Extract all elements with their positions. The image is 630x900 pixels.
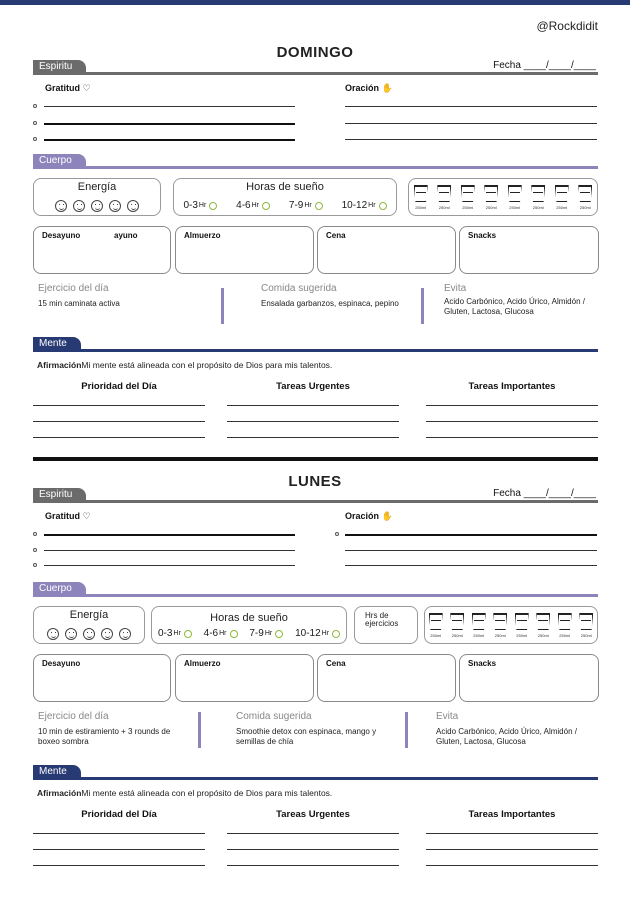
task-line[interactable] xyxy=(33,833,205,834)
task-line[interactable] xyxy=(33,421,205,422)
task-line[interactable] xyxy=(227,421,399,422)
energia-box xyxy=(33,606,145,644)
sleep-option[interactable]: 7-9 Hr xyxy=(289,200,323,211)
face-very-happy-icon[interactable] xyxy=(55,200,67,212)
ejercicio-heading: Ejercicio del día xyxy=(38,283,109,294)
water-glass-icon[interactable]: 250ml xyxy=(577,185,593,210)
gratitud-line-3[interactable] xyxy=(44,565,295,566)
energy-faces xyxy=(34,627,144,645)
sueno-box xyxy=(173,178,397,216)
face-sad-icon[interactable] xyxy=(109,200,121,212)
oracion-line-3[interactable] xyxy=(345,139,597,140)
ejercicio-text: 10 min de estiramiento + 3 rounds de boxeo sombra xyxy=(38,727,171,746)
oracion-line-3[interactable] xyxy=(345,565,597,566)
meal-box-snacks[interactable]: Snacks xyxy=(459,654,599,702)
column-divider xyxy=(198,712,201,748)
section-line-mente xyxy=(33,349,598,352)
radio-icon xyxy=(184,630,192,638)
section-tab-espiritu: Espiritu xyxy=(33,60,86,74)
water-glass-icon[interactable]: 250ml xyxy=(413,185,429,210)
section-tab-cuerpo: Cuerpo xyxy=(33,154,86,168)
fecha-field[interactable]: Fecha ____/____/____ xyxy=(493,488,596,499)
energy-faces xyxy=(34,199,160,217)
water-box xyxy=(424,606,598,644)
urgentes-heading: Tareas Urgentes xyxy=(276,809,350,820)
sleep-option[interactable]: 4-6 Hr xyxy=(204,628,238,639)
sleep-options xyxy=(152,628,346,639)
oracion-label: Oración ✋ xyxy=(345,511,393,521)
meal-box-cena[interactable]: Cena xyxy=(317,226,456,274)
sueno-label: Horas de sueño xyxy=(246,181,324,193)
task-line[interactable] xyxy=(227,833,399,834)
radio-icon xyxy=(275,630,283,638)
day-section-domingo xyxy=(0,0,630,430)
ejercicio-heading: Ejercicio del día xyxy=(38,711,109,722)
afirmacion: AfirmaciónMi mente está alineada con el propósito de Dios para mis talentos. xyxy=(37,360,333,370)
meal-box-almuerzo[interactable]: Almuerzo xyxy=(175,226,314,274)
comida-heading: Comida sugerida xyxy=(236,711,312,722)
gratitud-line-3[interactable] xyxy=(44,139,295,141)
evita-heading: Evita xyxy=(444,283,467,294)
sleep-option[interactable]: 10-12 Hr xyxy=(295,628,340,639)
importantes-heading: Tareas Importantes xyxy=(468,381,556,392)
sleep-option[interactable]: 7-9 Hr xyxy=(249,628,283,639)
fecha-field[interactable]: Fecha ____/____/____ xyxy=(493,60,596,71)
comida-text: Smoothie detox con espinaca, mango y semillas de chía xyxy=(236,727,377,746)
task-line[interactable] xyxy=(426,833,598,834)
water-glass-icon[interactable]: 250ml xyxy=(436,185,452,210)
oracion-line-1[interactable] xyxy=(345,534,597,536)
face-happy-icon[interactable] xyxy=(73,200,85,212)
radio-icon xyxy=(209,202,217,210)
gratitud-line-1[interactable] xyxy=(44,534,295,536)
water-glass-icon[interactable]: 250ml xyxy=(428,613,444,638)
sleep-option[interactable]: 10-12 Hr xyxy=(342,200,387,211)
water-glass-icon[interactable]: 250ml xyxy=(483,185,499,210)
gratitud-label: Gratitud ♡ xyxy=(45,83,91,93)
section-tab-cuerpo: Cuerpo xyxy=(33,582,86,596)
water-glass-icon[interactable]: 250ml xyxy=(507,185,523,210)
day-title: DOMINGO xyxy=(276,44,354,61)
task-line[interactable] xyxy=(426,865,598,866)
face-very-sad-icon[interactable] xyxy=(127,200,139,212)
task-line[interactable] xyxy=(33,865,205,866)
evita-heading: Evita xyxy=(436,711,459,722)
water-glass-icon[interactable]: 250ml xyxy=(557,613,573,638)
day-section-lunes xyxy=(0,428,630,858)
oracion-line-2[interactable] xyxy=(345,123,597,124)
evita-text: Acido Carbónico, Acido Úrico, Almidón / Gluten, Lactosa, Glucosa xyxy=(444,297,585,316)
afirmacion: AfirmaciónMi mente está alineada con el propósito de Dios para mis talentos. xyxy=(37,788,333,798)
radio-icon xyxy=(332,630,340,638)
energia-box xyxy=(33,178,161,216)
praying-hands-icon: ✋ xyxy=(381,511,393,521)
task-line[interactable] xyxy=(33,849,205,850)
water-glass-icon[interactable]: 250ml xyxy=(554,185,570,210)
bullet-icon xyxy=(33,137,37,141)
ejercicio-text: 15 min caminata activa xyxy=(38,299,120,308)
bullet-icon xyxy=(33,532,37,536)
comida-heading: Comida sugerida xyxy=(261,283,337,294)
task-line[interactable] xyxy=(33,405,205,406)
meal-box-cena[interactable]: Cena xyxy=(317,654,456,702)
section-line-cuerpo xyxy=(33,166,598,169)
section-line-mente xyxy=(33,777,598,780)
sueno-box xyxy=(151,606,347,644)
heart-hands-icon: ♡ xyxy=(82,83,91,93)
section-line-espiritu xyxy=(33,72,598,75)
sleep-option[interactable]: 0-3 Hr xyxy=(158,628,192,639)
hrs-ejercicios-label: Hrs de ejercicios xyxy=(365,611,399,628)
task-line[interactable] xyxy=(227,405,399,406)
day-title: LUNES xyxy=(288,473,342,490)
radio-icon xyxy=(315,202,323,210)
energia-label: Energía xyxy=(77,181,117,193)
hrs-ejercicios-box[interactable] xyxy=(354,606,418,644)
face-sad-icon[interactable] xyxy=(101,628,113,640)
comida-text: Ensalada garbanzos, espinaca, pepino xyxy=(261,299,399,308)
water-glass-icon[interactable]: 250ml xyxy=(530,185,546,210)
gratitud-label: Gratitud ♡ xyxy=(45,511,91,521)
water-glass-icon[interactable]: 250ml xyxy=(460,185,476,210)
meal-box-almuerzo[interactable]: Almuerzo xyxy=(175,654,314,702)
evita-text: Acido Carbónico, Acido Úrico, Almidón / Gluten, Lactosa, Glucosa xyxy=(436,727,577,746)
water-box xyxy=(408,178,598,216)
water-glass-icon[interactable]: 250ml xyxy=(514,613,530,638)
task-line[interactable] xyxy=(426,849,598,850)
face-happy-icon[interactable] xyxy=(65,628,77,640)
task-line[interactable] xyxy=(227,849,399,850)
oracion-label: Oración ✋ xyxy=(345,83,393,93)
section-tab-mente: Mente xyxy=(33,337,81,351)
section-line-cuerpo xyxy=(33,594,598,597)
bullet-icon xyxy=(33,563,37,567)
water-glass-icon[interactable]: 250ml xyxy=(535,613,551,638)
sleep-option[interactable]: 4-6 Hr xyxy=(236,200,270,211)
column-divider xyxy=(405,712,408,748)
gratitud-line-1[interactable] xyxy=(44,106,295,107)
bullet-icon xyxy=(335,532,339,536)
meal-box-desayuno[interactable]: Desayuno ayuno xyxy=(33,226,171,274)
importantes-heading: Tareas Importantes xyxy=(468,809,556,820)
column-divider xyxy=(221,288,224,324)
radio-icon xyxy=(230,630,238,638)
prioridad-heading: Prioridad del Día xyxy=(81,809,157,820)
water-glass-icon[interactable]: 250ml xyxy=(449,613,465,638)
urgentes-heading: Tareas Urgentes xyxy=(276,381,350,392)
oracion-line-1[interactable] xyxy=(345,106,597,107)
radio-icon xyxy=(262,202,270,210)
gratitud-line-2[interactable] xyxy=(44,550,295,551)
gratitud-line-2[interactable] xyxy=(44,123,295,125)
water-glasses xyxy=(425,613,597,638)
energia-label: Energía xyxy=(69,609,109,621)
bullet-icon xyxy=(33,548,37,552)
bullet-icon xyxy=(33,121,37,125)
face-neutral-icon[interactable] xyxy=(91,200,103,212)
column-divider xyxy=(421,288,424,324)
meal-box-desayuno[interactable]: Desayuno xyxy=(33,654,171,702)
praying-hands-icon: ✋ xyxy=(381,83,393,93)
bullet-icon xyxy=(33,104,37,108)
water-glass-icon[interactable]: 250ml xyxy=(492,613,508,638)
task-line[interactable] xyxy=(227,865,399,866)
water-glass-icon[interactable]: 250ml xyxy=(471,613,487,638)
water-glass-icon[interactable]: 250ml xyxy=(578,613,594,638)
section-tab-mente: Mente xyxy=(33,765,81,779)
radio-icon xyxy=(379,202,387,210)
task-line[interactable] xyxy=(426,405,598,406)
face-neutral-icon[interactable] xyxy=(83,628,95,640)
water-glasses xyxy=(409,185,597,210)
face-very-happy-icon[interactable] xyxy=(47,628,59,640)
task-line[interactable] xyxy=(426,421,598,422)
sleep-options xyxy=(174,200,396,211)
oracion-line-2[interactable] xyxy=(345,550,597,551)
author-handle: @Rockdidit xyxy=(536,19,598,33)
section-tab-espiritu: Espiritu xyxy=(33,488,86,502)
meal-box-snacks[interactable]: Snacks xyxy=(459,226,599,274)
sleep-option[interactable]: 0-3 Hr xyxy=(183,200,217,211)
prioridad-heading: Prioridad del Día xyxy=(81,381,157,392)
section-line-espiritu xyxy=(33,500,598,503)
sueno-label: Horas de sueño xyxy=(210,612,288,624)
heart-hands-icon: ♡ xyxy=(82,511,91,521)
face-very-sad-icon[interactable] xyxy=(119,628,131,640)
